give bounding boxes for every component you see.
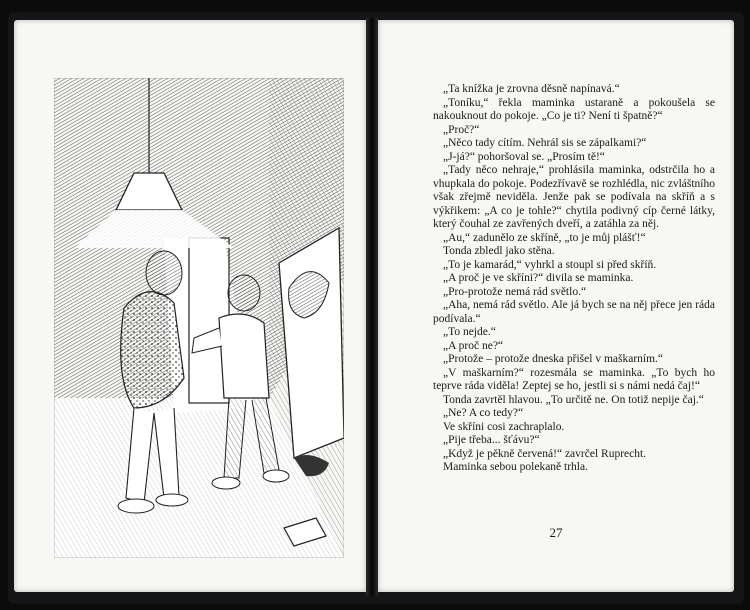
- right-page: [378, 20, 734, 592]
- paragraph: „Když je pěkně červená!“ zavrčel Ruprecht.: [443, 447, 647, 460]
- paragraph: „To nejde.“: [443, 326, 496, 338]
- page-number: 27: [549, 525, 563, 540]
- paragraph: „V maškarním?“ rozesmála se maminka. „To bych ho teprve ráda viděla! Zeptej se ho, jestli si s námi nedá čaj!“: [433, 366, 715, 392]
- paragraph: Ve skříni cosi zachraplalo.: [443, 420, 565, 433]
- open-book: [8, 12, 744, 604]
- paragraph: „Protože – protože dneska přišel v maškarním.“: [443, 353, 664, 365]
- paragraph: „To je kamarád,“ vyhrkl a stoupl si před skříň.: [443, 258, 657, 271]
- paragraph: „A proč je ve skříni?“ divila se maminka.: [443, 272, 634, 284]
- paragraph: „J-já?“ pohoršoval se. „Prosím tě!“: [443, 150, 605, 163]
- paragraph: „Proč?“: [443, 123, 480, 136]
- story-text: [433, 83, 715, 475]
- paragraph: „Au,“ zadunělo ze skříně, „to je můj plášť!“: [443, 231, 646, 244]
- paragraph: Tonda zbledl jako stěna.: [443, 245, 555, 257]
- illustration: [54, 78, 344, 558]
- paragraph: Tonda zavrtěl hlavou. „To určitě ne. On totiž nepije čaj.“: [443, 393, 704, 406]
- paragraph: „Pije třeba... šťávu?“: [443, 434, 540, 446]
- paragraph: Maminka sebou polekaně trhla.: [443, 461, 588, 473]
- paragraph: „Ta knížka je zrovna děsně napínavá.“: [443, 83, 620, 95]
- paragraph: „Něco tady cítím. Nehrál sis se zápalkami?“: [443, 137, 647, 149]
- paragraph: „A proč ne?“: [443, 339, 504, 352]
- book-gutter: [366, 18, 378, 596]
- paragraph: „Toníku,“ řekla maminka ustaraně a pokoušela se nakouknout do pokoje. „Co je ti? Není ti špatně?“: [433, 96, 715, 122]
- paragraph: „Pro-protože nemá rád světlo.“: [443, 285, 587, 298]
- paragraph: „Aha, nemá rád světlo. Ale já bych se na něj přece jen ráda podívala.“: [433, 299, 715, 325]
- left-page: [14, 20, 366, 592]
- paragraph: „Tady něco nehraje,“ prohlásila maminka, odstrčila ho a vhupkala do pokoje. Podezřívavě se rozhlédla, nic zvláštního však zřejmě neviděla. Jenže pak se podívala na skříň a s výkřikem: „A co je tohle?“ chytila podivný cíp černé látky, který čouhal ze zavřených dveří, a zatáhla za něj.: [433, 164, 715, 230]
- paragraph: „Ne? A co tedy?“: [443, 407, 524, 419]
